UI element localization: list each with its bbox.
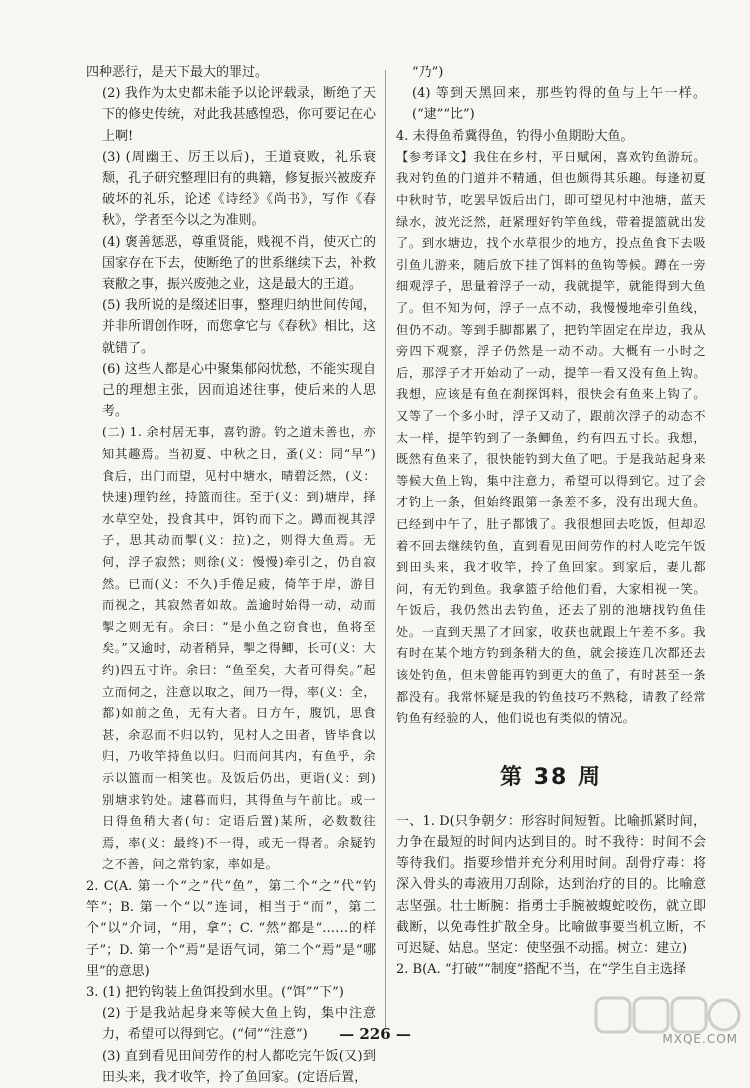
paragraph: “乃”) <box>412 65 444 80</box>
column-divider <box>385 70 386 1030</box>
watermark-text: MXQE.COM <box>662 1032 738 1046</box>
paragraph: (二) 1. 余村居无事，喜钓游。钓之道未善也，亦知其趣焉。当初夏、中秋之日，蚤(义：同“早”)食后，出门而望，见村中塘水，晴碧泛然，(义：快速)理钓丝，持篮而往。至于(义：到)塘岸，择水草空处，投食其中，饵钓而下之。蹲而视其浮子，思其动而掣(义：拉)之，则得大鱼焉。无何，浮子寂然；则徐(义：慢慢)牵引之，仍自寂然。已而(义：不久)手倦足疲，倚竿于岸，游目而视之，其寂然者如故。盖逾时始得一动，动而掣之则无有。余曰：“是小鱼之窃食也，鱼将至矣。”又逾时，动者稍异，掣之得鲫，长可(义：大约)四五寸许。余曰：“鱼至矣，大者可得矣。”起立而伺之，注意以取之，间乃一得，率(义：全，都)如前之鱼，无有大者。日方午，腹饥，思食甚，余忍而不归以钓，见村人之田者，皆毕食以归，乃收竿持鱼以归。归而问其内，有鱼乎，余示以篮而一相笑也。及饭后仍出，更诣(义：到)别塘求钓处。逮暮而归，其得鱼与午前比。或一日得鱼稍大者(句：定语后置)某所，必数数往焉，率(义：最终)不一得，或无一得者。余疑钓之不善，问之常钓家，率如是。 <box>102 425 376 872</box>
paragraph: 2. B(A. “打破”“制度”搭配不当，在“学生自主选择 <box>396 962 687 978</box>
right-column-bottom <box>396 811 706 981</box>
paragraph: 【参考译文】我住在乡村，平日赋闲，喜欢钓鱼游玩。我对钓鱼的门道并不精通，但也颇得其乐趣。每逢初夏中秋时节，吃罢早饭后出门，即可望见村中池塘，蓝天绿水，波光泛然，赶紧理好钓竿鱼线，带着提篮就出发了。到水塘边，找个水草很少的地方，投点鱼食下去吸引鱼儿游来，随后放下挂了饵料的鱼钩等候。蹲在一旁细观浮子，思量着浮子一动，我就提竿，就能得到大鱼了。但不知为何，浮子一点不动，我慢慢地牵引鱼线，但仍不动。等到手脚都累了，把钓竿固定在岸边，我从旁四下观察，浮子仍然是一动不动。大概有一小时之后，那浮子才开始动了一动，提竿一看又没有鱼上钩。我想，应该是有鱼在刹探饵料，很快会有鱼来上钩了。又等了一个多小时，浮子又动了，跟前次浮子的动态不太一样，提竿钓到了一条鲫鱼，约有四五寸长。我想，既然有鱼来了，很快能钓到大鱼了吧。于是我站起身来等候大鱼上钩，集中注意力，希望可以得到它。过了会才钓上一条，但始终跟第一条差不多，没有出现大鱼。已经到中午了，肚子都饿了。我很想回去吃饭，但却忍着不回去继续钓鱼，直到看见田间劳作的村人吃完午饭到田头来，我才收竿，拎了鱼回家。到家后，妻儿都问，有无钓到鱼。我拿篮子给他们看，大家相视一笑。午饭后，我仍然出去钓鱼，还去了别的池塘找钓鱼佳处。一直到天黑了才回家，收获也就跟上午差不多。我有时在某个地方钓到条稍大的鱼，就会接连几次都还去该处钓鱼，但未曾能再钓到更大的鱼了，有时甚至一条都没有。我常怀疑是我的钓鱼技巧不熟稔，请教了经常钓鱼有经验的人，他们说也有类似的情况。 <box>396 149 706 726</box>
paragraph: 4. 未得鱼希冀得鱼，钓得小鱼期盼大鱼。 <box>396 128 634 144</box>
paragraph: (2) 我作为太史都未能予以论评载录，断绝了天下的修史传统，对此我甚感惶恐，你可要记在心上啊! <box>102 86 376 144</box>
week-title: 第 38 周 <box>500 764 602 790</box>
paragraph: 四种恶行，是天下最大的罪过。 <box>86 65 269 80</box>
paragraph: (3) (周幽王、厉王以后)，王道衰败，礼乐衰颓，孔子研究整理旧有的典籍，修复振兴被废弃破坏的礼乐，论述《诗经》《尚书》，写作《春秋》，学者至今以之为准则。 <box>102 149 376 229</box>
paragraph: (3) 直到看见田间劳作的村人都吃完午饭(又)到田头来，我才收竿，拎了鱼回家。(定语后置， <box>102 1048 376 1085</box>
right-column <box>396 62 706 980</box>
page-number: — 226 — <box>339 1025 411 1043</box>
paragraph: (6) 这些人都是心中聚集郁闷忧愁，不能实现自己的理想主张，因而追述往事，使后来的人思考。 <box>102 361 376 420</box>
left-column <box>86 62 376 1088</box>
paragraph: (5) 我所说的是缀述旧事，整理归纳世间传闻，并非所谓创作呀，而您拿它与《春秋》相比，这就错了。 <box>102 298 376 356</box>
paragraph: (2) 于是我站起身来等候大鱼上钩，集中注意力，希望可以得到它。(“伺”“注意”) <box>102 1006 376 1043</box>
paragraph: 2. C(A. 第一个“之”代“鱼”，第二个“之”代“钓竿”；B. 第一个“以”连词，相当于“而”，第二个“以”介词，“用，拿”；C. “然”都是“……的样子”；D. 第一个“焉”是语气词，第二个“焉”是“哪里”的意思) <box>86 878 376 979</box>
paragraph: 一、1. D(只争朝夕：形容时间短暂。比喻抓紧时间，力争在最短的时间内达到目的。时不我待：时间不会等待我们。指要珍惜并充分利用时间。刮骨疗毒：将深入骨头的毒液用刀刮除，达到治疗的目的。比喻意志坚强。壮士断腕：指勇士手腕被蝮蛇咬伤，就立即截断，以免毒性扩散全身。比喻做事要当机立断，不可迟疑、姑息。坚定：使坚强不动摇。树立：建立) <box>396 813 706 957</box>
paragraph: (4) 等到天黑回来，那些钓得的鱼与上午一样。(“逮”“比”) <box>412 86 706 123</box>
right-column-top <box>396 62 706 730</box>
paragraph: 3. (1) 把钓钩装上鱼饵投到水里。(“饵”“下”) <box>86 984 344 1000</box>
paragraph: (4) 褒善惩恶，尊重贤能，贱视不肖，使灭亡的国家存在下去，使断绝了的世系继续下去，补救衰敝之事，振兴废弛之业，这是最大的王道。 <box>102 234 376 293</box>
